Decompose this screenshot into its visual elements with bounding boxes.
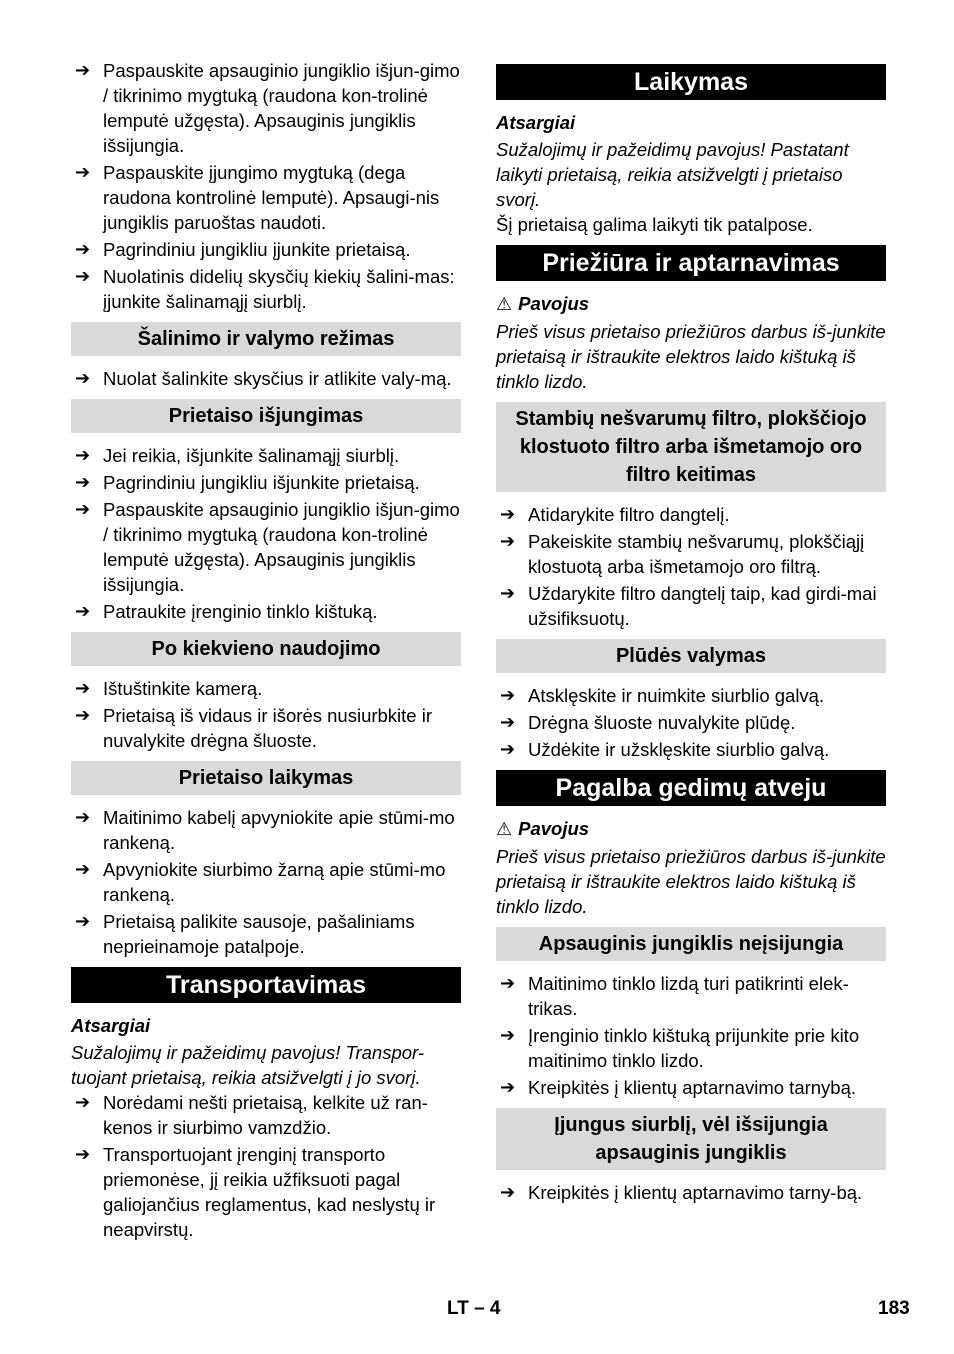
- arrow-icon: ➔: [500, 504, 516, 524]
- list-item: ➔ Paspauskite apsauginio jungiklio išjun-gimo / tikrinimo mygtuką (raudona kon-trolinė lemputė užgęsta). Apsauginis jungiklis išsijungia.: [75, 499, 460, 595]
- list-item: ➔ Prietaisą iš vidaus ir išorės nusiurbkite ir nuvalykite drėgna šluoste.: [75, 705, 433, 751]
- list-item: ➔ Kreipkitės į klientų aptarnavimo tarnybą.: [500, 1077, 857, 1098]
- arrow-icon: ➔: [75, 60, 91, 80]
- list-item: ➔ Atidarykite filtro dangtelį.: [500, 504, 730, 525]
- arrow-icon: ➔: [75, 859, 91, 879]
- arrow-icon: ➔: [500, 583, 516, 603]
- warning-icon: ⚠: [496, 819, 513, 839]
- list-item: ➔ Kreipkitės į klientų aptarnavimo tarny-bą.: [500, 1182, 863, 1203]
- footer-page-number: 183: [878, 1298, 910, 1319]
- list-item: ➔ Uždėkite ir užsklęskite siurblio galvą.: [500, 739, 830, 760]
- arrow-icon: ➔: [75, 678, 91, 698]
- list-item: ➔ Prietaisą palikite sausoje, pašaliniams neprieinamoje patalpoje.: [75, 911, 415, 957]
- list-item: ➔ Apvyniokite siurbimo žarną apie stūmi-mo rankeną.: [75, 859, 446, 905]
- arrow-icon: ➔: [500, 712, 516, 732]
- arrow-icon: ➔: [75, 239, 91, 259]
- caution-label: Atsargiai: [71, 1015, 151, 1036]
- arrow-icon: ➔: [500, 739, 516, 759]
- list-item: ➔ Nuolatinis didelių skysčių kiekių šalini-mas: įjunkite šalinamąjį siurblį.: [75, 266, 455, 312]
- arrow-icon: ➔: [500, 1077, 516, 1097]
- list-item: ➔ Maitinimo tinklo lizdą turi patikrinti elek-trikas.: [500, 973, 849, 1019]
- danger-text: Prieš visus prietaiso priežiūros darbus iš-junkite prietaisą ir ištraukite elektros laido kištuką iš tinklo lizdo.: [496, 321, 886, 392]
- section-heading: Prietaiso išjungimas: [71, 399, 461, 433]
- arrow-icon: ➔: [500, 973, 516, 993]
- warning-icon: ⚠: [496, 294, 513, 314]
- section-heading: Po kiekvieno naudojimo: [71, 632, 461, 666]
- arrow-icon: ➔: [75, 445, 91, 465]
- chapter-heading: Laikymas: [496, 64, 886, 100]
- list-item: ➔ Patraukite įrenginio tinklo kištuką.: [75, 601, 378, 622]
- list-item: ➔ Maitinimo kabelį apvyniokite apie stūmi-mo rankeną.: [75, 807, 455, 853]
- chapter-heading: Pagalba gedimų atveju: [496, 770, 886, 806]
- arrow-icon: ➔: [500, 531, 516, 551]
- arrow-icon: ➔: [75, 601, 91, 621]
- list-item: ➔ Pakeiskite stambių nešvarumų, plokščiąjį klostuotą arba išmetamojo oro filtrą.: [500, 531, 865, 577]
- arrow-icon: ➔: [500, 685, 516, 705]
- arrow-icon: ➔: [75, 266, 91, 286]
- chapter-heading: Transportavimas: [71, 967, 461, 1003]
- right-column: [496, 58, 886, 1207]
- arrow-icon: ➔: [75, 705, 91, 725]
- list-item: ➔ Paspauskite apsauginio jungiklio išjun-gimo / tikrinimo mygtuką (raudona kon-trolinė lemputė užgęsta). Apsauginis jungiklis išsijungia.: [75, 60, 460, 156]
- caution-text: Sužalojimų ir pažeidimų pavojus! Transpor-tuojant prietaisą, reikia atsižvelgti į jo svorį.: [71, 1042, 425, 1088]
- list-item: ➔ Įrenginio tinklo kištuką prijunkite prie kito maitinimo tinklo lizdo.: [500, 1025, 860, 1071]
- arrow-icon: ➔: [75, 1144, 91, 1164]
- list-item: ➔ Nuolat šalinkite skysčius ir atlikite valy-mą.: [75, 368, 452, 389]
- chapter-heading: Priežiūra ir aptarnavimas: [496, 245, 886, 281]
- caution-text: Sužalojimų ir pažeidimų pavojus! Pastatant laikyti prietaisą, reikia atsižvelgti į prietaiso svorį.: [496, 139, 849, 210]
- section-heading: Įjungus siurblį, vėl išsijungia apsauginis jungiklis: [496, 1108, 886, 1170]
- arrow-icon: ➔: [500, 1182, 516, 1202]
- danger-label: ⚠ Pavojus: [496, 816, 886, 842]
- section-heading: Plūdės valymas: [496, 639, 886, 673]
- arrow-icon: ➔: [75, 807, 91, 827]
- section-heading: Šalinimo ir valymo režimas: [71, 322, 461, 356]
- list-item: ➔ Pagrindiniu jungikliu išjunkite prietaisą.: [75, 472, 420, 493]
- section-heading: Stambių nešvarumų filtro, plokščiojo klostuoto filtro arba išmetamojo oro filtro keitimas: [496, 402, 886, 492]
- list-item: ➔ Norėdami nešti prietaisą, kelkite už ran-kenos ir siurbimo vamzdžio.: [75, 1092, 428, 1138]
- arrow-icon: ➔: [75, 1092, 91, 1112]
- danger-label: ⚠ Pavojus: [496, 291, 886, 317]
- list-item: ➔ Pagrindiniu jungikliu įjunkite prietaisą.: [75, 239, 411, 260]
- list-item: ➔ Ištuštinkite kamerą.: [75, 678, 263, 699]
- arrow-icon: ➔: [500, 1025, 516, 1045]
- list-item: ➔ Transportuojant įrenginį transporto priemonėse, jį reikia užfiksuoti pagal galiojančius reglamentus, kad neslystų ir neapvirstų.: [75, 1144, 436, 1240]
- danger-text: Prieš visus prietaiso priežiūros darbus iš-junkite prietaisą ir ištraukite elektros laido kištuką iš tinklo lizdo.: [496, 846, 886, 917]
- list-item: ➔ Paspauskite įjungimo mygtuką (dega raudona kontrolinė lemputė). Apsaugi-nis jungiklis paruoštas naudoti.: [75, 162, 440, 233]
- section-heading: Prietaiso laikymas: [71, 761, 461, 795]
- arrow-icon: ➔: [75, 162, 91, 182]
- footer-language-page: LT – 4: [447, 1298, 501, 1319]
- list-item: ➔ Jei reikia, išjunkite šalinamąjį siurblį.: [75, 445, 400, 466]
- arrow-icon: ➔: [75, 368, 91, 388]
- list-item: ➔ Uždarykite filtro dangtelį taip, kad girdi-mai užsifiksuotų.: [500, 583, 877, 629]
- paragraph: Šį prietaisą galima laikyti tik patalpose.: [496, 214, 813, 235]
- section-heading: Apsauginis jungiklis neįsijungia: [496, 927, 886, 961]
- arrow-icon: ➔: [75, 499, 91, 519]
- arrow-icon: ➔: [75, 911, 91, 931]
- arrow-icon: ➔: [75, 472, 91, 492]
- list-item: ➔ Drėgna šluoste nuvalykite plūdę.: [500, 712, 796, 733]
- list-item: ➔ Atsklęskite ir nuimkite siurblio galvą.: [500, 685, 825, 706]
- caution-label: Atsargiai: [496, 112, 576, 133]
- left-column: [71, 58, 461, 1244]
